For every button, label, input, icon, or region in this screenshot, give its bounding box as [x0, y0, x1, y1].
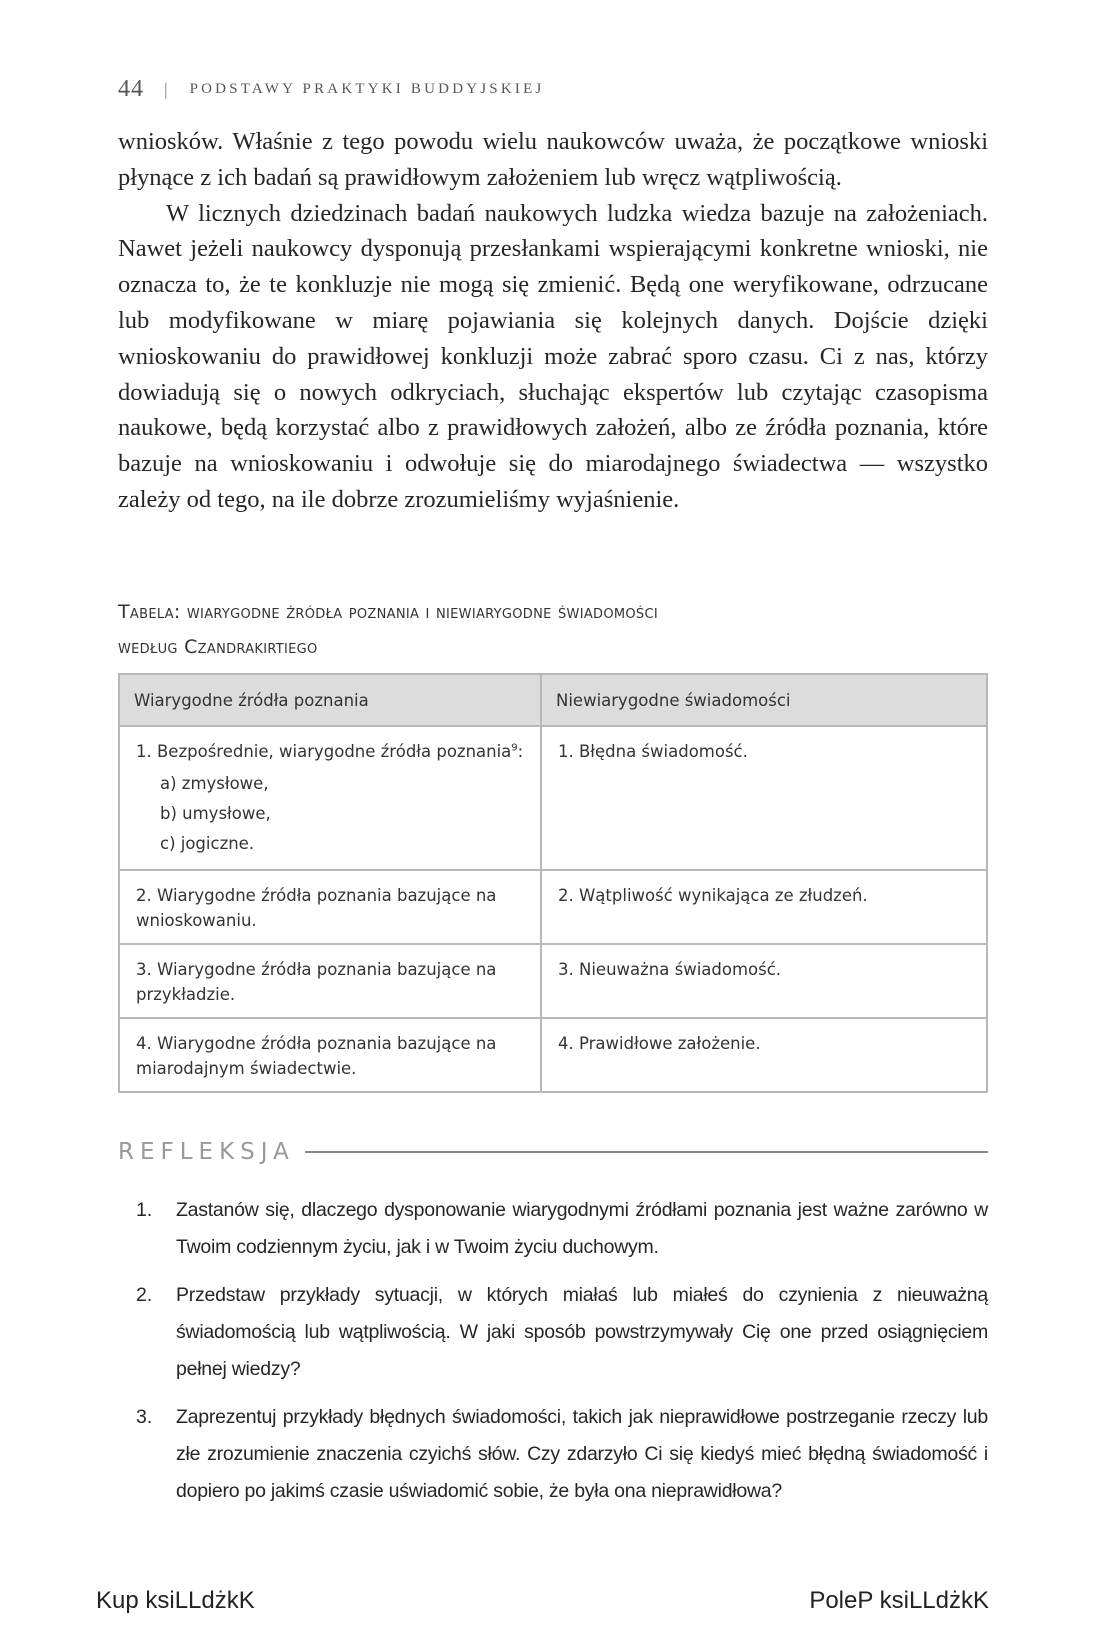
- table-cell: 3. Nieuważna świadomość.: [541, 944, 987, 1018]
- paragraph: W licznych dziedzinach badań naukowych ludzka wiedza bazuje na założeniach. Nawet jeżeli naukowcy dysponują przesłankami wspierającymi konkretne wnioski, nie oznacza to, że te konkluzje nie mogą się zmienić. Będą one weryfikowane, odrzucane lub modyfikowane w miarę pojawiania się kolejnych danych. Dojście dzięki wnioskowaniu do prawidłowej konkluzji może zabrać sporo czasu. Ci z nas, którzy dowiadują się o nowych odkryciach, słuchając ekspertów lub czytając czasopisma naukowe, będą korzystać albo z prawidłowych założeń, albo ze źródła poznania, które bazuje na wnioskowaniu i odwołuje się do miarodajnego świadectwa — wszystko zależy od tego, na ile dobrze zrozumieliśmy wyjaśnienie.: [118, 199, 988, 513]
- book-title: PODSTAWY PRAKTYKI BUDDYJSKIEJ: [189, 80, 545, 97]
- cell-sub-item: c) jogiczne.: [160, 834, 255, 853]
- table-caption-line: Tabela: wiarygodne źródła poznania i niewiarygodne świadomości: [118, 601, 658, 623]
- table-cell: 1. Błędna świadomość.: [541, 726, 987, 870]
- table-row: [119, 726, 987, 870]
- table-header-row: [119, 674, 987, 726]
- table-cell: [119, 726, 541, 870]
- cell-sub-item: b) umysłowe,: [160, 804, 271, 823]
- table-cell: 2. Wiarygodne źródła poznania bazujące na wnioskowaniu.: [119, 870, 541, 944]
- paragraph-continuation: wniosków. Właśnie z tego powodu wielu naukowców uważa, że początkowe wnioski płynące z ich badań są prawidłowym założeniem lub wręcz wątpliwością.: [118, 128, 988, 191]
- header-separator: |: [164, 78, 168, 99]
- list-item: [118, 1192, 988, 1266]
- recommend-book-link[interactable]: PoleP ksiLLdżkK: [809, 1587, 989, 1614]
- buy-book-link[interactable]: Kup ksiLLdżkK: [96, 1587, 255, 1614]
- table-cell: 3. Wiarygodne źródła poznania bazujące na przykładzie.: [119, 944, 541, 1018]
- body-text: [118, 124, 988, 518]
- column-header-unreliable: Niewiarygodne świadomości: [541, 674, 987, 726]
- list-item: [118, 1399, 988, 1510]
- table-caption-line: według Czandrakirtiego: [118, 636, 318, 658]
- footnote-marker: 9: [511, 742, 518, 754]
- table-caption: [118, 595, 988, 665]
- cell-main-text: 1. Bezpośrednie, wiarygodne źródła poznania$^9$:: [136, 742, 524, 761]
- table-cell: 4. Wiarygodne źródła poznania bazujące na miarodajnym świadectwie.: [119, 1018, 541, 1092]
- question-number: 3.: [136, 1406, 153, 1428]
- question-number: 1.: [136, 1199, 153, 1221]
- question-text: Zastanów się, dlaczego dysponowanie wiarygodnymi źródłami poznania jest ważne zarówno w Twoim codziennym życiu, jak i w Twoim życiu duchowym.: [176, 1199, 988, 1258]
- refleksja-title: REFLEKSJA: [118, 1139, 295, 1165]
- table-row: [119, 944, 987, 1018]
- column-header-reliable: Wiarygodne źródła poznania: [119, 674, 541, 726]
- question-number: 2.: [136, 1284, 153, 1306]
- question-text: Przedstaw przykłady sytuacji, w których miałaś lub miałeś do czynienia z nieuważną świadomością lub wątpliwością. W jaki sposób powstrzymywały Cię one przed osiągnięciem pełnej wiedzy?: [176, 1284, 988, 1380]
- cell-sub-item: a) zmysłowe,: [160, 774, 269, 793]
- table-row: [119, 870, 987, 944]
- reflection-questions: [118, 1192, 988, 1521]
- list-item: [118, 1277, 988, 1388]
- heading-rule: [305, 1151, 988, 1153]
- running-head: [118, 74, 988, 104]
- knowledge-sources-table: [118, 673, 988, 1093]
- refleksja-heading: [118, 1137, 988, 1167]
- table-row: [119, 1018, 987, 1092]
- question-text: Zaprezentuj przykłady błędnych świadomości, takich jak nieprawidłowe postrzeganie rzeczy lub złe zrozumienie znaczenia czyichś słów. Czy zdarzyło Ci się kiedyś mieć błędną świadomość i dopiero po jakimś czasie uświadomić sobie, że była ona nieprawidłowa?: [176, 1406, 988, 1502]
- table-cell: 2. Wątpliwość wynikająca ze złudzeń.: [541, 870, 987, 944]
- page-number: 44: [118, 75, 144, 102]
- table-cell: 4. Prawidłowe założenie.: [541, 1018, 987, 1092]
